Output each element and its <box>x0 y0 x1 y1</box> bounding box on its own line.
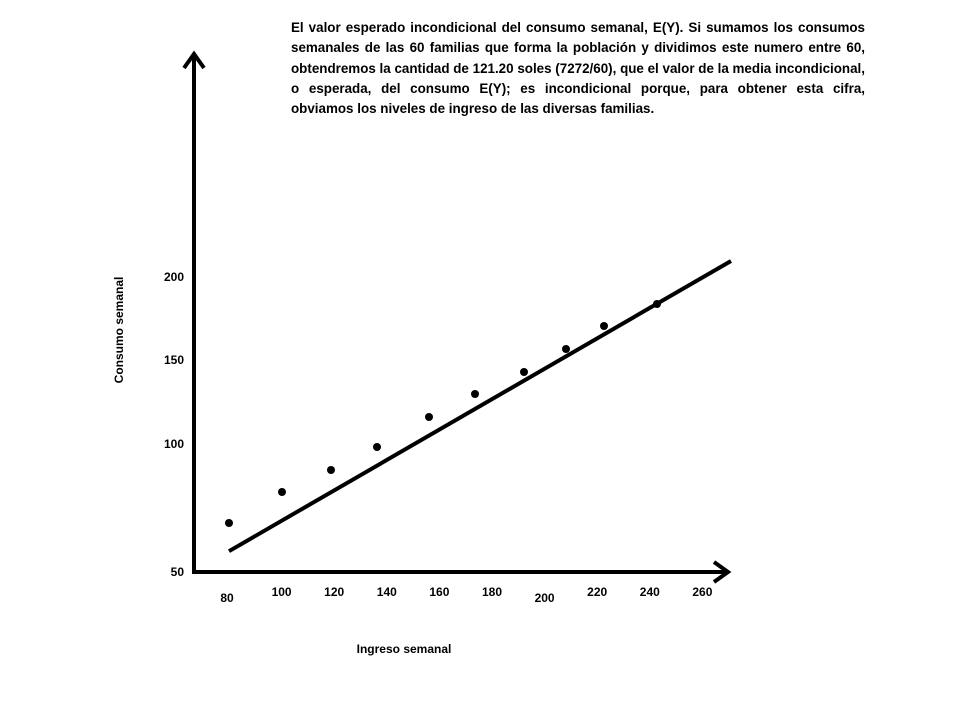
y-axis-label: Consumo semanal <box>112 276 126 384</box>
x-tick-label: 240 <box>639 585 660 599</box>
y-tick-label: 100 <box>163 437 184 451</box>
data-point <box>225 519 233 527</box>
x-tick-label: 120 <box>324 585 345 599</box>
x-axis-label: Ingreso semanal <box>356 642 452 656</box>
data-point <box>520 368 528 376</box>
data-point <box>373 443 381 451</box>
axes <box>184 54 728 582</box>
x-tick-label: 80 <box>220 591 234 605</box>
x-tick-label: 160 <box>429 585 450 599</box>
x-tick-label: 200 <box>534 591 555 605</box>
x-tick-label: 180 <box>481 585 503 599</box>
data-point <box>327 466 335 474</box>
data-point <box>425 413 433 421</box>
data-points <box>225 300 661 527</box>
data-point <box>653 300 661 308</box>
x-tick-label: 100 <box>271 585 292 599</box>
description-text: El valor esperado incondicional del consumo semanal, E(Y). Si sumamos los consumos semanales de las 60 familias que forma la población y dividimos este numero entre 60, obtendremos la cantidad de 121.20 soles (7272/60), que el valor de la media incondicional, o esperada, del consumo E(Y); es incondicional porque, para obtener esta cifra, obviamos los niveles de ingreso de las diversas familias. <box>291 20 865 117</box>
y-tick-label: 150 <box>163 353 184 367</box>
data-point <box>278 488 286 496</box>
x-tick-label: 260 <box>692 585 713 599</box>
data-point <box>562 345 570 353</box>
y-tick-label: 200 <box>163 270 184 284</box>
data-point <box>471 390 479 398</box>
x-tick-label: 140 <box>376 585 397 599</box>
data-point <box>600 322 608 330</box>
x-tick-label: 220 <box>587 585 608 599</box>
y-tick-label: 50 <box>170 565 184 579</box>
